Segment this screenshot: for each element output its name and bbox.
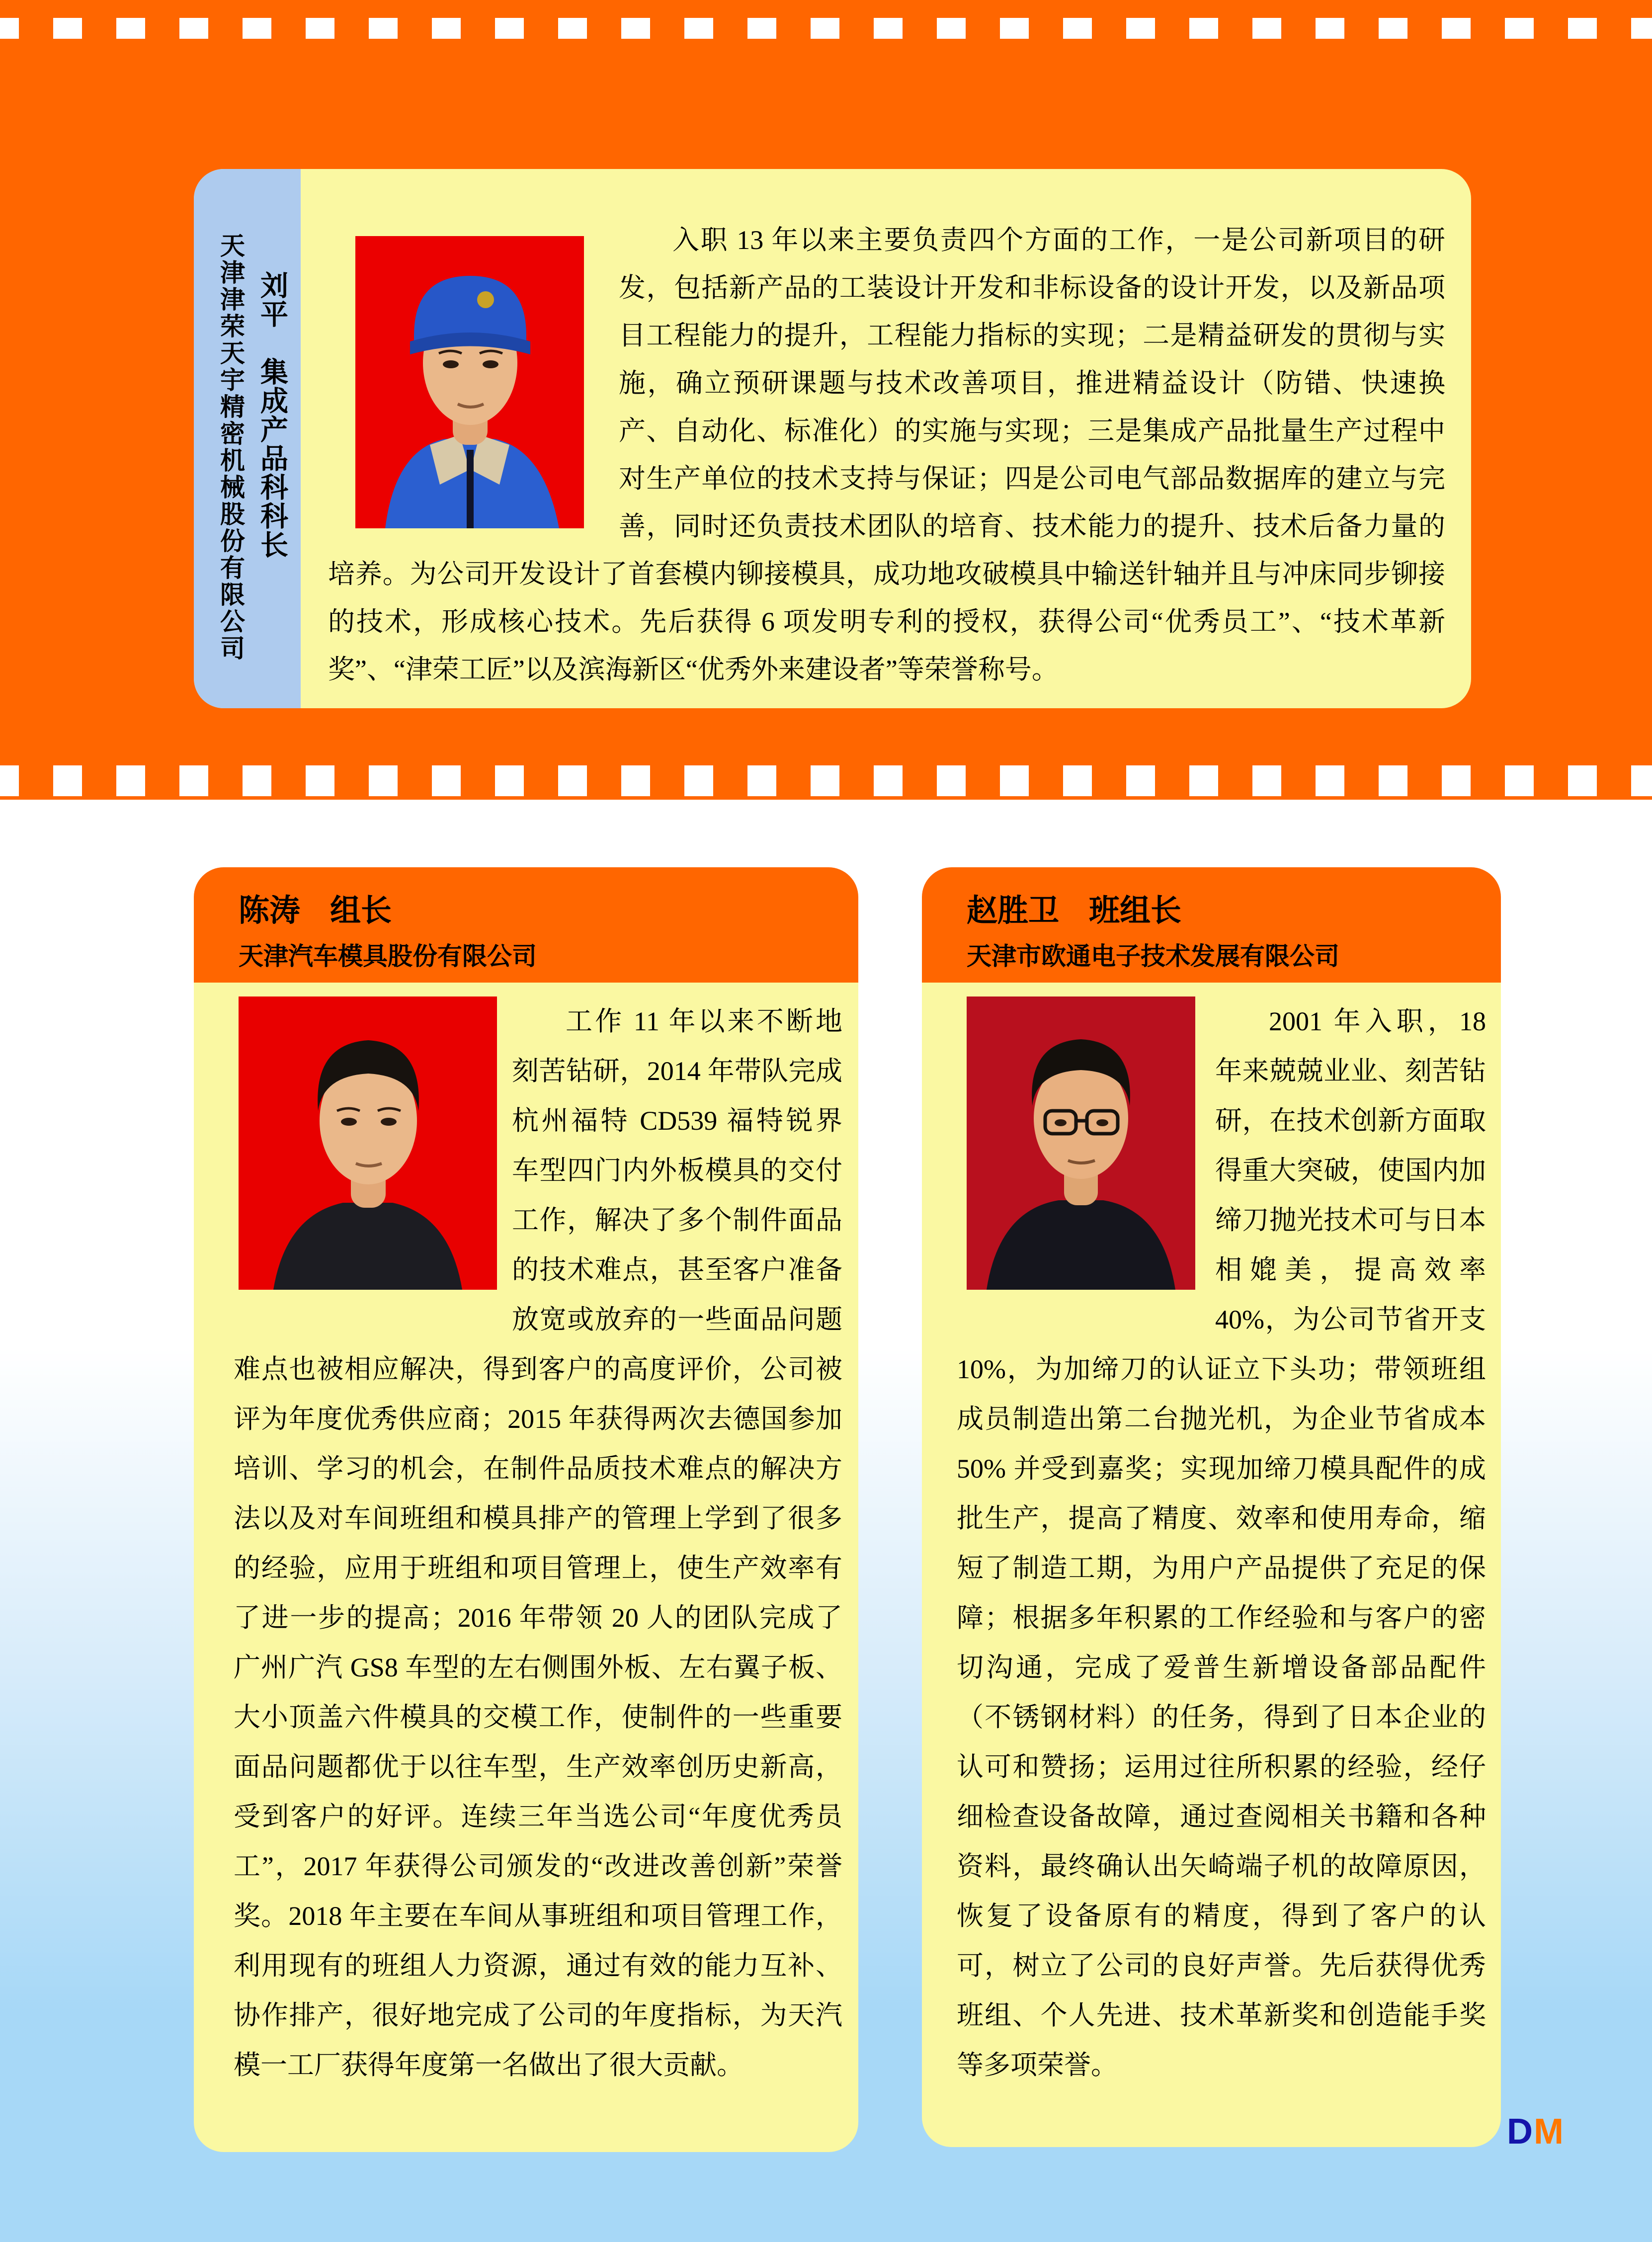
bio-liuping xyxy=(328,216,1445,693)
dm-letter-d: D xyxy=(1507,2112,1534,2152)
photo-wrap-spacer xyxy=(328,216,619,550)
photo-wrap-spacer xyxy=(957,996,1215,1344)
person-name-title-vertical xyxy=(252,271,292,579)
company-name-vertical: 天津津荣天宇精密机械股份有限公司 xyxy=(217,233,245,662)
header-company-chentao: 天津汽车模具股份有限公司 xyxy=(239,942,537,970)
person-name: 陈涛 xyxy=(239,894,301,928)
header-name-chentao xyxy=(239,886,392,930)
bio-text: 入职 13 年以来主要负责四个方面的工作，一是公司新项目的研发，包括新产品的工装设计开发和非标设备的设计开发，以及新品项目工程能力的提升，工程能力指标的实现；二是精益研发的贯彻与实施，确立预研课题与技术改善项目，推进精益设计（防错、快速换产、自动化、标准化）的实施与实现；三是集成产品批量生产过程中对生产单位的技术支持与保证；四是公司电气部品数据库的建立与完善，同时还负责技术团队的培育、技术能力的提升、技术后备力量的培养。为公司开发设计了首套模内铆接模具，成功地攻破模具中输送针轴并且与冲床同步铆接的技术，形成核心技术。先后获得 6 项发明专利的授权，获得公司“优秀员工”、“技术革新奖”、“津荣工匠”以及滨海新区“优秀外来建设者”等荣誉称号。 xyxy=(328,225,1445,684)
bio-text: 工作 11 年以来不断地刻苦钻研，2014 年带队完成杭州福特 CD539 福特锐界车型四门内外板模具的交付工作，解决了多个制件面品的技术难点，甚至客户准备放宽或放弃的一些面品问题难点也被相应解决，得到客户的高度评价，公司被评为年度优秀供应商；2015 年获得两次去德国参加培训、学习的机会，在制件品质技术难点的解决方法以及对车间班组和模具排产的管理上学到了很多的经验，应用于班组和项目管理上，使生产效率有了进一步的提高；2016 年带领 20 人的团队完成了广州广汽 GS8 车型的左右侧围外板、左右翼子板、大小顶盖六件模具的交模工作，使制件的一些重要面品问题都优于以往车型，生产效率创历史新高，受到客户的好评。连续三年当选公司“年度优秀员工”，2017 年获得公司颁发的“改进改善创新”荣誉奖。2018 年主要在车间从事班组和项目管理工作，利用现有的班组人力资源，通过有效的能力互补、协作排产，很好地完成了公司的年度指标，为天汽模一工厂获得年度第一名做出了很大贡献。 xyxy=(234,1006,842,2080)
person-title: 集成产品科科长 xyxy=(257,357,288,559)
person-name: 赵胜卫 xyxy=(967,894,1060,928)
perforation-top xyxy=(0,18,1652,39)
person-name: 刘平 xyxy=(257,271,288,329)
bio-zhaoshengwei xyxy=(957,996,1486,2090)
dm-letter-m: M xyxy=(1534,2112,1565,2152)
perforation-bottom xyxy=(0,765,1652,796)
header-name-zhaoshengwei xyxy=(967,886,1181,930)
header-company-zhaoshengwei: 天津市欧通电子技术发展有限公司 xyxy=(967,942,1339,970)
bio-text: 2001 年入职，18 年来兢兢业业、刻苦钻研，在技术创新方面取得重大突破，使国内加缔刀抛光技术可与日本相媲美，提高效率 40%，为公司节省开支 10%，为加缔刀的认证立下头功；带领班组成员制造出第二台抛光机，为企业节省成本 50% 并受到嘉奖；实现加缔刀模具配件的成批生产，提高了精度、效率和使用寿命，缩短了制造工期，为用户产品提供了充足的保障；根据多年积累的工作经验和与客户的密切沟通，完成了爱普生新增设备部品配件（不锈钢材料）的任务，得到了日本企业的认可和赞扬；运用过往所积累的经验，经仔细检查设备故障，通过查阅相关书籍和各种资料，最终确认出矢崎端子机的故障原因，恢复了设备原有的精度，得到了客户的认可，树立了公司的良好声誉。先后获得优秀班组、个人先进、技术革新奖和创造能手奖等多项荣誉。 xyxy=(957,1006,1486,2080)
photo-wrap-spacer xyxy=(234,996,512,1344)
dm-logo xyxy=(1507,2111,1565,2152)
bio-chentao xyxy=(234,996,842,2090)
person-title: 组长 xyxy=(330,894,392,928)
person-title: 班组长 xyxy=(1089,894,1182,928)
